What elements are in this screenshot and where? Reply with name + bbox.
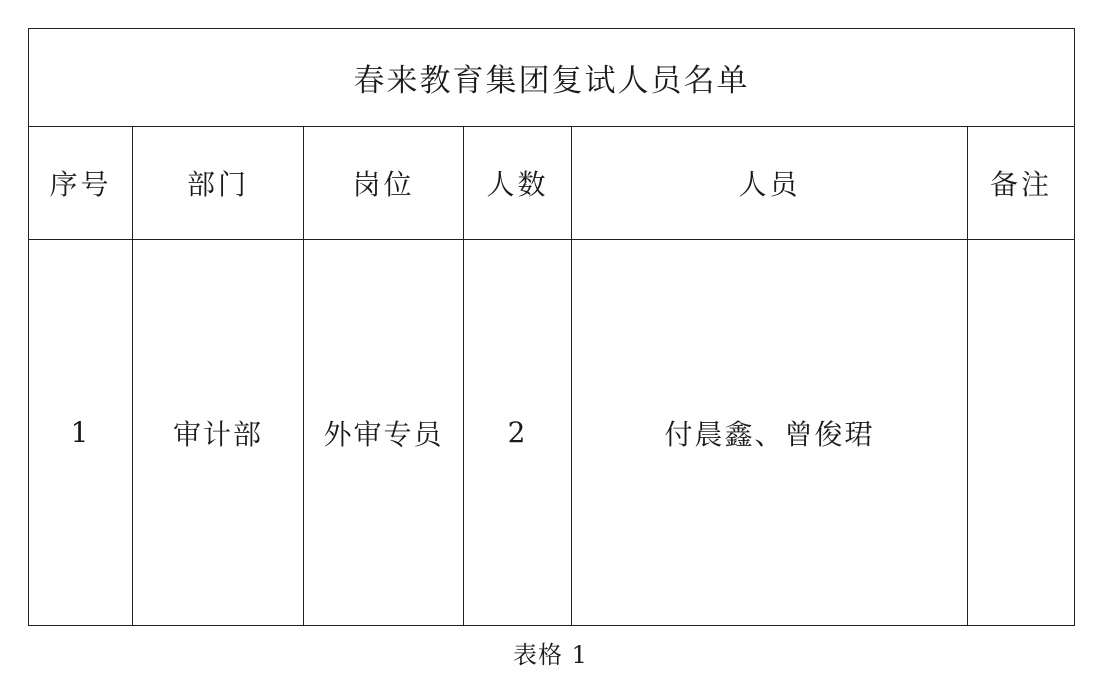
header-position: 岗位 xyxy=(304,127,464,240)
header-department: 部门 xyxy=(133,127,304,240)
table-title-row xyxy=(29,29,1075,127)
cell-position: 外审专员 xyxy=(304,240,464,626)
cell-personnel: 付晨鑫、曾俊珺 xyxy=(572,240,968,626)
cell-remarks xyxy=(968,240,1075,626)
candidate-list-table xyxy=(28,28,1075,626)
table-caption: 表格 1 xyxy=(513,641,588,669)
header-serial-number: 序号 xyxy=(29,127,133,240)
cell-serial-number: 1 xyxy=(29,240,133,626)
header-personnel: 人员 xyxy=(572,127,968,240)
cell-headcount: 2 xyxy=(464,240,572,626)
table-row xyxy=(29,240,1075,626)
cell-department: 审计部 xyxy=(133,240,304,626)
header-remarks: 备注 xyxy=(968,127,1075,240)
table-title: 春来教育集团复试人员名单 xyxy=(29,29,1075,127)
header-headcount: 人数 xyxy=(464,127,572,240)
table-header-row xyxy=(29,127,1075,240)
